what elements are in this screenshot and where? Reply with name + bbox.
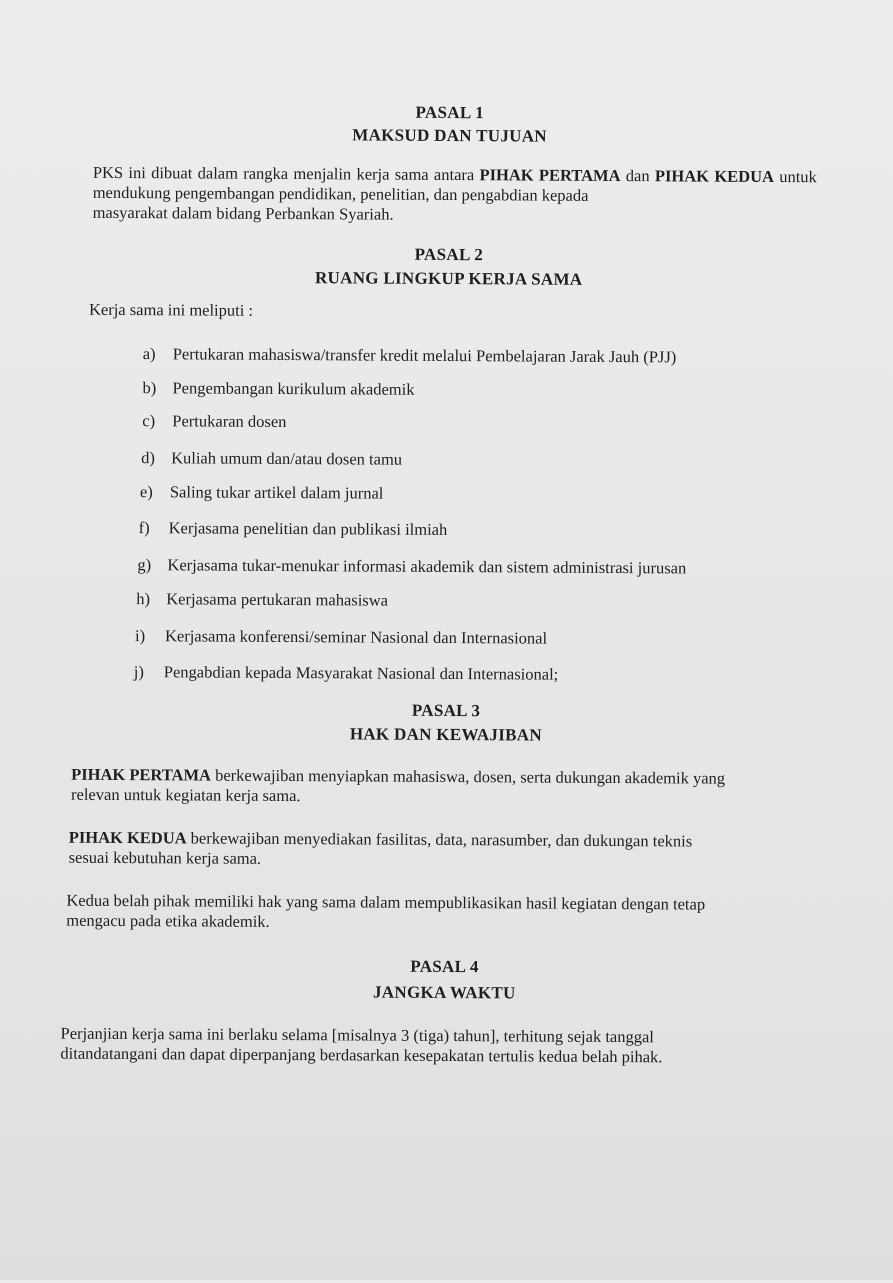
pasal-1-text-2: dan <box>620 166 656 186</box>
pasal-3-p2-line-1: berkewajiban menyediakan fasilitas, data, narasumber, dan dukungan teknis <box>186 828 693 851</box>
scope-text: Kerjasama konferensi/seminar Nasional dan Internasional <box>164 626 548 648</box>
pasal-1-party-1: PIHAK PERTAMA <box>479 165 621 186</box>
scope-text: Saling tukar artikel dalam jurnal <box>169 482 384 503</box>
scope-text: Pertukaran mahasiswa/transfer kredit melalui Pembelajaran Jarak Jauh (PJJ) <box>172 344 677 367</box>
pasal-1-text-1: PKS ini dibuat dalam rangka menjalin kerja sama antara <box>92 162 480 185</box>
pasal-3-p2-line-2: sesuai kebutuhan kerja sama. <box>68 847 262 868</box>
pasal-3-p1-line-2: relevan untuk kegiatan kerja sama. <box>70 784 301 806</box>
pasal-4-number: PASAL 4 <box>410 956 479 977</box>
scope-item-i <box>135 626 547 649</box>
pasal-2-number: PASAL 2 <box>414 244 484 265</box>
pasal-4-paragraph <box>60 1024 813 1069</box>
scope-item-a <box>143 344 677 367</box>
scope-marker: c) <box>142 411 156 431</box>
pasal-3-number: PASAL 3 <box>411 700 481 721</box>
scope-marker: i) <box>134 626 146 646</box>
scope-item-e <box>140 482 384 503</box>
scope-marker: d) <box>141 448 155 468</box>
pasal-1-number: PASAL 1 <box>415 102 484 123</box>
scope-text: Kerjasama tukar-menukar informasi akademik dan sistem administrasi jurusan <box>167 555 687 578</box>
scope-text: Pengembangan kurikulum akademik <box>172 378 415 399</box>
scope-marker: j) <box>133 662 144 682</box>
scope-item-b <box>142 378 414 400</box>
scope-marker: b) <box>142 378 157 398</box>
pasal-4-title: JANGKA WAKTU <box>372 982 516 1003</box>
pasal-4-line-2: ditandatangani dan dapat diperpanjang berdasarkan kesepakatan tertulis kedua belah pihak. <box>60 1043 663 1067</box>
pasal-3-paragraph-3 <box>66 891 814 936</box>
scope-marker: g) <box>137 555 152 575</box>
pasal-4-line-1: Perjanjian kerja sama ini berlaku selama [misalnya 3 (tiga) tahun], terhitung sejak tanggal <box>60 1023 654 1047</box>
pasal-3-p3-line-1: Kedua belah pihak memiliki hak yang sama dalam mempublikasikan hasil kegiatan dengan tetap <box>66 890 706 914</box>
scope-text: Pengabdian kepada Masyarakat Nasional dan Internasional; <box>163 662 559 684</box>
scope-text: Pertukaran dosen <box>172 411 287 432</box>
pasal-3-p3-line-2: mengacu pada etika akademik. <box>66 910 270 931</box>
pasal-3-paragraph-2 <box>69 828 815 873</box>
pasal-3-title: HAK DAN KEWAJIBAN <box>349 724 543 745</box>
pasal-1-paragraph <box>93 163 817 227</box>
scope-text: Kerjasama penelitian dan publikasi ilmiah <box>168 518 448 540</box>
pasal-1-text-4: masyarakat dalam bidang Perbankan Syariah. <box>92 202 394 224</box>
scope-item-f <box>139 518 448 540</box>
scope-text: Kerjasama pertukaran mahasiswa <box>166 589 389 610</box>
scope-marker: h) <box>136 589 151 609</box>
scope-item-c <box>142 411 286 432</box>
scope-item-g <box>137 555 686 578</box>
scope-text: Kuliah umum dan/atau dosen tamu <box>171 448 403 469</box>
scope-item-d <box>141 448 402 470</box>
scope-item-h <box>136 589 388 611</box>
scope-item-j <box>134 662 559 685</box>
pasal-3-p1-line-1: berkewajiban menyiapkan mahasiswa, dosen, serta dukungan akademik yang <box>210 765 726 788</box>
pasal-1-title: MAKSUD DAN TUJUAN <box>352 125 547 146</box>
pasal-3-party-2: PIHAK KEDUA <box>68 827 187 848</box>
pasal-1-text-3: untuk mendukung pengembangan pendidikan, penelitian, dan pengabdian kepada <box>92 166 817 205</box>
pasal-2-intro: Kerja sama ini meliputi : <box>88 299 254 320</box>
scope-marker: a) <box>142 344 156 364</box>
scope-marker: e) <box>139 482 153 502</box>
pasal-1-party-2a: PIHAK <box>654 166 710 186</box>
pasal-1-party-2b: KEDUA <box>714 166 775 186</box>
pasal-2-title: RUANG LINGKUP KERJA SAMA <box>314 268 583 289</box>
pasal-3-party-1: PIHAK PERTAMA <box>71 764 212 785</box>
scope-marker: f) <box>138 518 150 538</box>
pasal-3-paragraph-1 <box>71 765 815 810</box>
